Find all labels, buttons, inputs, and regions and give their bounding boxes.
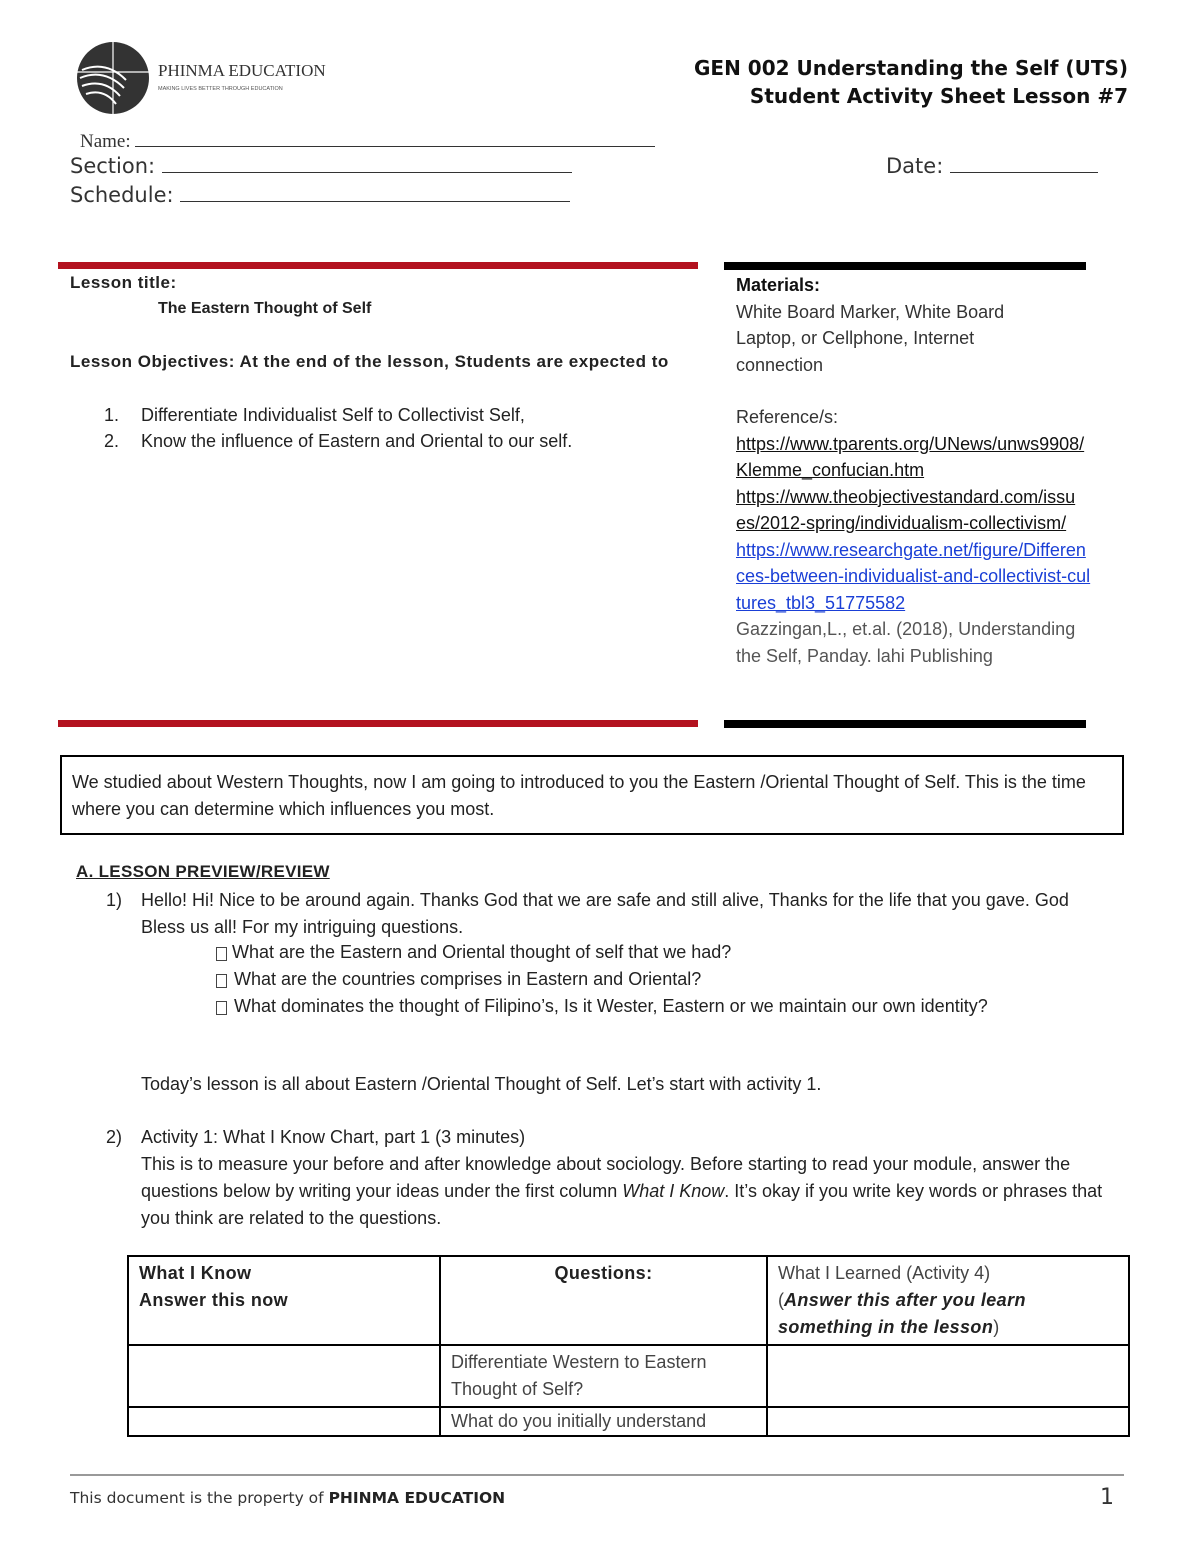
objectives-list — [104, 402, 572, 454]
name-field[interactable] — [80, 131, 655, 153]
question-cell: What do you initially understand — [440, 1407, 767, 1436]
bottom-red-divider — [58, 720, 698, 727]
logo-tagline: MAKING LIVES BETTER THROUGH EDUCATION — [158, 86, 283, 92]
header-what-i-know: What I Know Answer this now — [128, 1256, 440, 1345]
materials-text: White Board Marker, White Board Laptop, or Cellphone, Internet connection — [736, 301, 1005, 375]
schedule-label: Schedule: — [70, 183, 174, 207]
header-what-i-learned: What I Learned (Activity 4) (Answer this after you learn something in the lesson) — [767, 1256, 1129, 1345]
course-title: GEN 002 Understanding the Self (UTS) — [694, 56, 1128, 80]
activity-instructions: This is to measure your before and after knowledge about sociology. Before starting to read your module, answer the questions below by writing your ideas under the first column What I Know. It’s okay if you write key words or phrases that you think are related to the questions. — [141, 1154, 1103, 1228]
learned-cell[interactable] — [767, 1345, 1129, 1407]
activity-title: Activity 1: What I Know Chart, part 1 (3 minutes) — [141, 1127, 526, 1147]
name-label: Name: — [80, 131, 131, 152]
intro-box: We studied about Western Thoughts, now I am going to introduced to you the Eastern /Oriental Thought of Self. This is the time where you can determine which influences you most. — [60, 755, 1124, 835]
materials-heading: Materials: — [736, 275, 821, 295]
question-cell: Differentiate Western to Eastern Thought of Self? — [440, 1345, 767, 1407]
date-field[interactable] — [886, 154, 1098, 178]
bottom-black-divider — [724, 720, 1086, 728]
schedule-field[interactable] — [70, 183, 570, 207]
lesson-title: The Eastern Thought of Self — [158, 300, 372, 317]
page-number: 1 — [1100, 1485, 1114, 1510]
section-a-heading: A. LESSON PREVIEW/REVIEW — [76, 862, 330, 881]
learned-cell[interactable] — [767, 1407, 1129, 1436]
section-field[interactable] — [70, 154, 572, 178]
section-label: Section: — [70, 154, 156, 178]
preview-item-2: 2) Activity 1: What I Know Chart, part 1 (3 minutes) This is to measure your before and after knowledge about sociology. Before starting to read your module, answer the questions below by writing your ideas under the first column What I Know. It’s okay if you write key words or phrases that you think are related to the questions. — [106, 1124, 1126, 1232]
date-label: Date: — [886, 154, 944, 178]
top-red-divider — [58, 262, 698, 269]
table-row — [128, 1345, 1129, 1407]
today-lesson-text: Today’s lesson is all about Eastern /Oriental Thought of Self. Let’s start with activity 1. — [141, 1074, 822, 1094]
table-row — [128, 1407, 1129, 1436]
reference-link-1[interactable]: https://www.tparents.org/UNews/unws9908/Klemme_confucian.htm — [736, 433, 1085, 480]
lesson-title-label: Lesson title: — [70, 273, 177, 292]
materials-panel — [736, 272, 1096, 669]
document-header — [694, 54, 1128, 110]
bullet-item: What are the countries comprises in Eastern and Oriental? — [216, 966, 1096, 993]
footer-text: This document is the property of PHINMA EDUCATION — [70, 1489, 506, 1507]
table-header-row — [128, 1256, 1129, 1345]
phinma-logo — [76, 40, 346, 120]
question-bullets — [216, 939, 1096, 1020]
objective-item: 1. Differentiate Individualist Self to Collectivist Self, — [104, 405, 525, 425]
bullet-item: What are the Eastern and Oriental thought of self that we had? — [216, 939, 1096, 966]
what-i-know-chart — [127, 1255, 1130, 1437]
checkbox-icon — [216, 974, 227, 988]
checkbox-icon — [216, 947, 227, 961]
bullet-item: What dominates the thought of Filipino’s, Is it Wester, Eastern or we maintain our own identity? — [216, 993, 1096, 1020]
preview-item-1: 1) Hello! Hi! Nice to be around again. Thanks God that we are safe and still alive, Thanks for the life that you gave. God Bless us all! For my intriguing questions. — [106, 890, 1069, 937]
header-questions: Questions: — [440, 1256, 767, 1345]
answer-cell[interactable] — [128, 1345, 440, 1407]
objective-item: 2. Know the influence of Eastern and Oriental to our self. — [104, 431, 573, 451]
footer-divider — [70, 1474, 1124, 1476]
lesson-objectives-heading: Lesson Objectives: At the end of the lesson, Students are expected to — [70, 352, 669, 371]
references-label: Reference/s: — [736, 407, 839, 427]
logo-name: PHINMA EDUCATION — [158, 61, 326, 80]
answer-cell[interactable] — [128, 1407, 440, 1436]
reference-link-3[interactable]: https://www.researchgate.net/figure/Differences-between-individualist-and-collectivist-cultures_tbl3_51775582 — [736, 539, 1091, 613]
reference-citation: Gazzingan,L., et.al. (2018), Understanding the Self, Panday. lahi Publishing — [736, 619, 1076, 666]
sheet-title: Student Activity Sheet Lesson #7 — [749, 84, 1128, 108]
reference-link-2[interactable]: https://www.theobjectivestandard.com/issues/2012-spring/individualism-collectivism/ — [736, 486, 1076, 533]
checkbox-icon — [216, 1001, 227, 1015]
top-black-divider — [724, 262, 1086, 270]
